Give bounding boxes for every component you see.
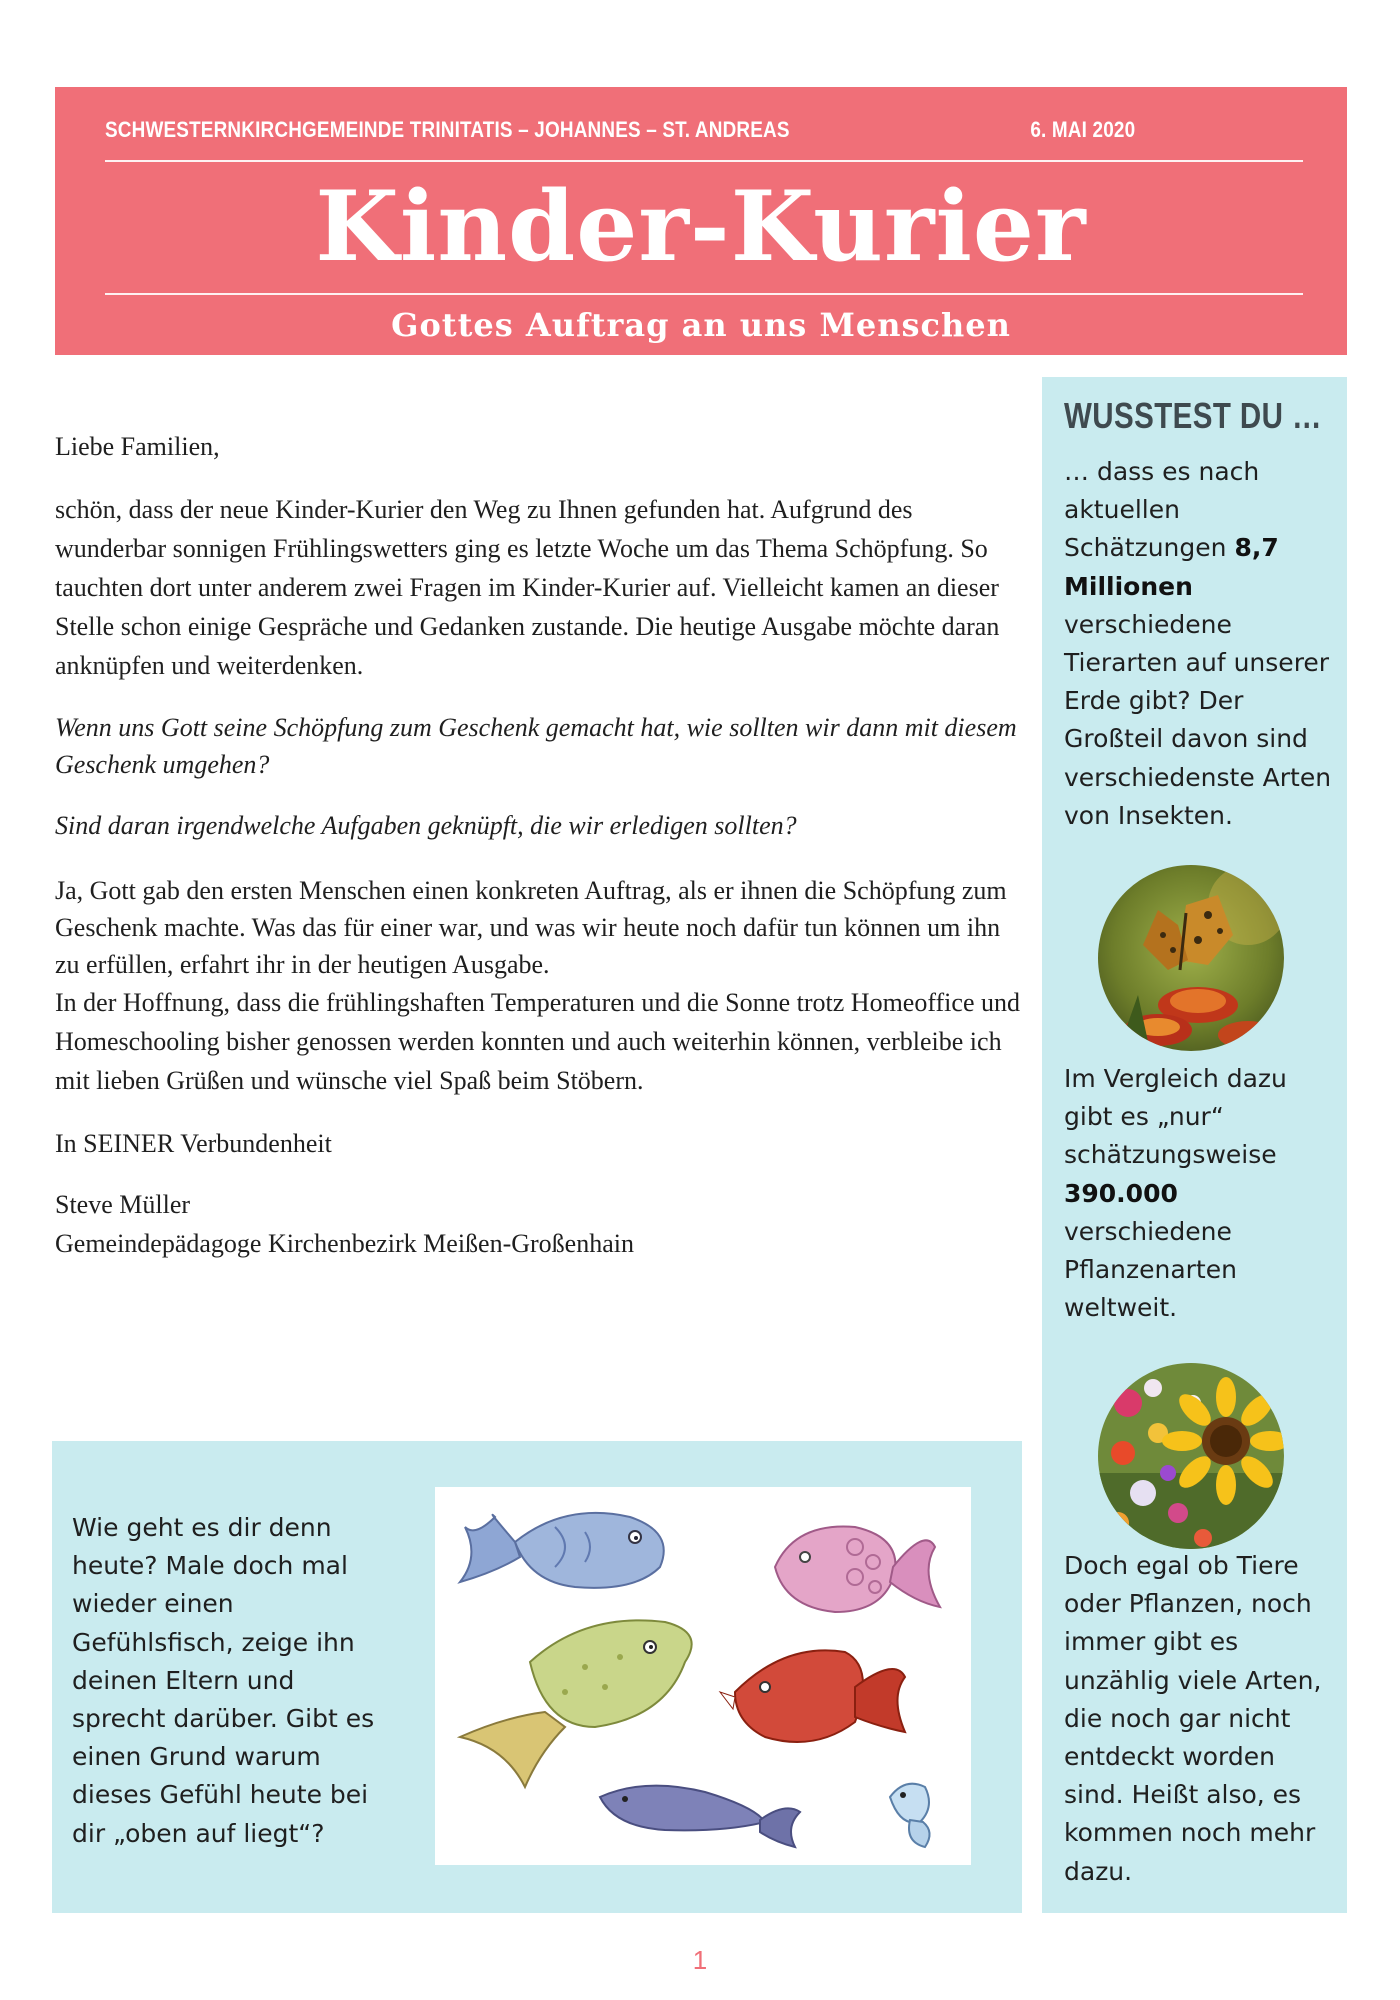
butterfly-photo	[1098, 865, 1284, 1051]
fact-plants-text-end: verschiedene Pflanzenarten weltweit.	[1064, 1216, 1237, 1323]
letter-question-2: Sind daran irgendwelche Aufgaben geknüpft, die wir erledigen sollten?	[55, 811, 797, 840]
letter-author: Steve Müller	[55, 1190, 191, 1219]
fact-animals-text: … dass es nach aktuellen Schätzungen	[1064, 457, 1260, 563]
feelings-fish-prompt: Wie geht es dir denn heute? Male doch mal wieder einen Gefühlsfisch, zeige ihn deinen Eltern und sprecht darüber. Gibt es einen Grund warum dieses Gefühl heute bei dir „oben auf liegt“?	[72, 1513, 375, 1848]
red-fish-icon	[720, 1650, 905, 1742]
letter-question-1: Wenn uns Gott seine Schöpfung zum Geschenk gemacht hat, wie sollten wir dann mit diesem Geschenk umgehen?	[55, 713, 1017, 779]
purple-fish-icon	[600, 1786, 800, 1847]
parish-name: SCHWESTERNKIRCHGEMEINDE TRINITATIS – JOHANNES – ST. ANDREAS	[105, 117, 790, 142]
fact-plants-number: 390.000	[1064, 1178, 1178, 1208]
masthead	[55, 87, 1347, 355]
fact-animals	[1064, 453, 1334, 835]
blue-fish-icon	[460, 1513, 664, 1588]
did-you-know-sidebar	[1042, 377, 1347, 1913]
fact-plants	[1064, 1060, 1334, 1327]
fact-undiscovered: Doch egal ob Tiere oder Pflanzen, noch immer gibt es unzählig viele Arten, die noch gar nicht entdeckt worden sind. Heißt also, es kommen noch mehr dazu.	[1064, 1551, 1322, 1886]
letter-closing: In SEINER Verbundenheit	[55, 1129, 332, 1158]
letter-author-role: Gemeindepädagoge Kirchenbezirk Meißen-Großenhain	[55, 1229, 634, 1258]
fact-animals-number: 8,7 Millionen	[1064, 533, 1279, 601]
masthead-top-line	[105, 117, 1135, 143]
newsletter-title: Kinder-Kurier	[315, 170, 1087, 283]
letter-body-2: In der Hoffnung, dass die frühlingshaften Temperaturen und die Sonne trotz Homeoffice und Homeschooling bisher genossen werden konnten und auch weiterhin können, verbleibe ich mit lieben Grüßen und wünsche viel Spaß beim Stöbern.	[55, 988, 1020, 1095]
issue-subtitle: Gottes Auftrag an uns Menschen	[391, 306, 1011, 344]
page-number: 1	[692, 1945, 708, 1975]
letter-body-1: Ja, Gott gab den ersten Menschen einen konkreten Auftrag, als er ihnen die Schöpfung zum Geschenk machte. Was das für einer war, und was wir heute noch dafür tun können um ihn zu erfüllen, erfahrt ihr in der heutigen Ausgabe.	[55, 876, 1007, 979]
fact-plants-text: Im Vergleich dazu gibt es „nur“ schätzungsweise	[1064, 1064, 1287, 1170]
feelings-fish-drawing	[435, 1487, 971, 1865]
letter-greeting: Liebe Familien,	[55, 432, 220, 461]
masthead-rule-top	[105, 160, 1303, 162]
issue-date: 6. MAI 2020	[1030, 117, 1136, 142]
wildflowers-photo	[1098, 1363, 1284, 1549]
pink-fish-icon	[775, 1527, 940, 1613]
feelings-fish-box	[52, 1441, 1022, 1913]
sidebar-heading: WUSSTEST DU …	[1064, 395, 1322, 436]
green-fish-icon	[460, 1620, 692, 1787]
small-fish-icon	[890, 1784, 930, 1847]
fact-animals-text-end: verschiedene Tierarten auf unserer Erde gibt? Der Großteil davon sind verschiedenste Arten von Insekten.	[1064, 609, 1332, 830]
masthead-rule-bottom	[105, 293, 1303, 295]
letter-intro: schön, dass der neue Kinder-Kurier den Weg zu Ihnen gefunden hat. Aufgrund des wunderbar sonnigen Frühlingswetters ging es letzte Woche um das Thema Schöpfung. So tauchten dort unter anderem zwei Fragen im Kinder-Kurier auf. Vielleicht kamen an dieser Stelle schon einige Gespräche und Gedanken zustande. Die heutige Ausgabe möchte daran anknüpfen und weiterdenken.	[55, 495, 1000, 680]
letter	[55, 427, 1030, 1263]
